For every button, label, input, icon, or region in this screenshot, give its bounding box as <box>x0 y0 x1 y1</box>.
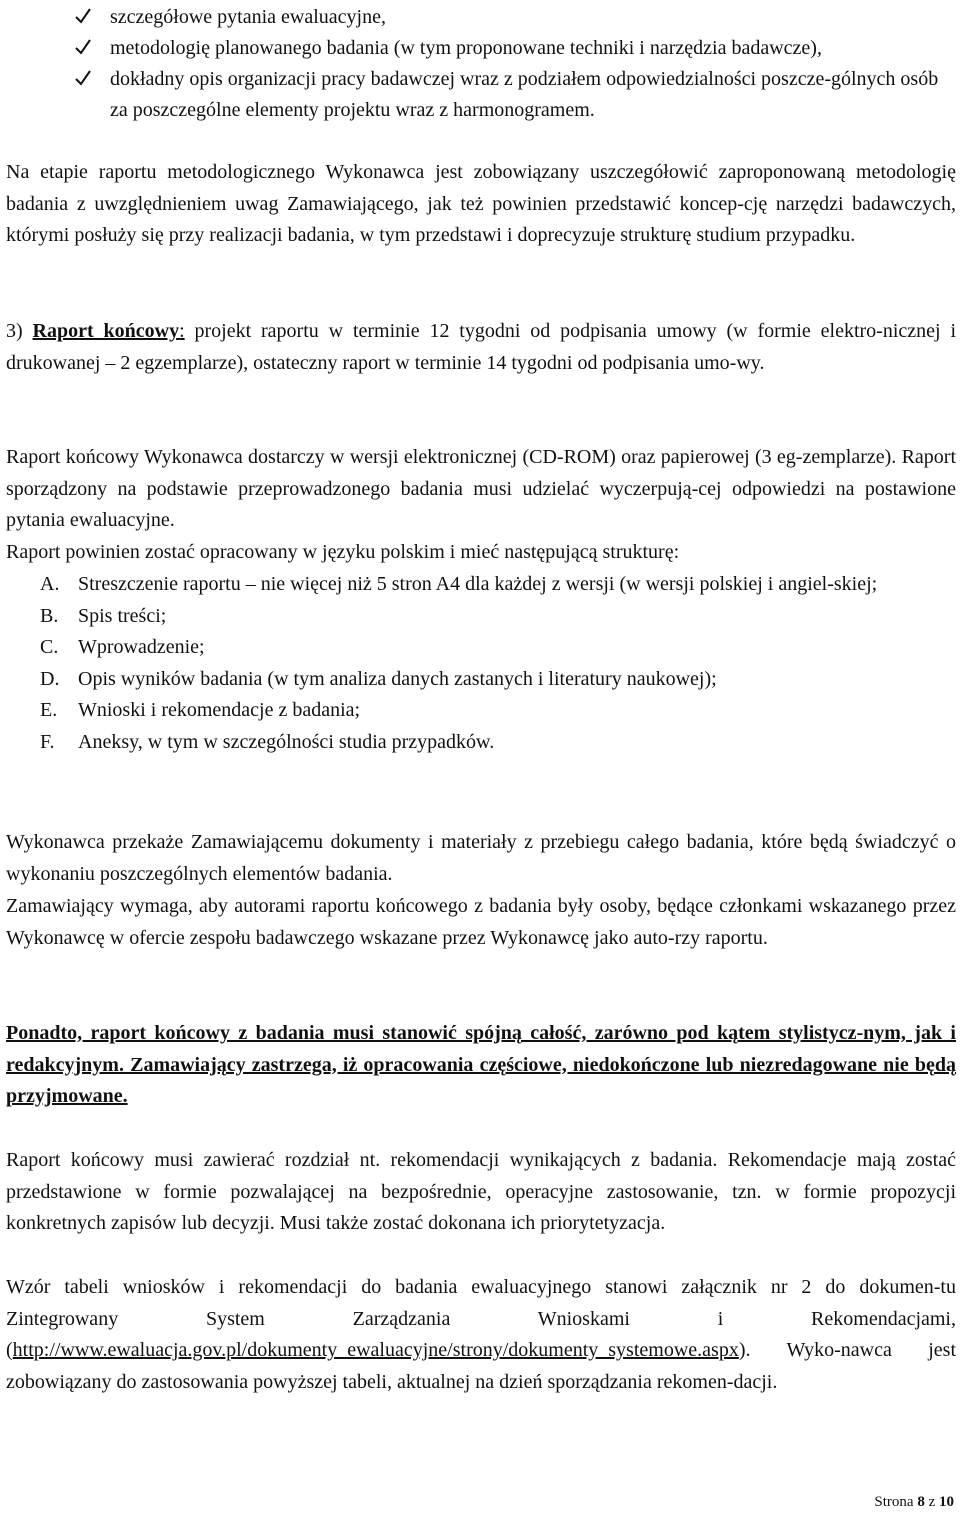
paragraph-documents-handover: Wykonawca przekaże Zamawiającemu dokumenty i materiały z przebiegu całego badania, które będą świadczyć o wykonaniu poszczególnych elementów badania. <box>6 831 956 885</box>
report-structure-list <box>40 569 954 758</box>
paragraph-report-authors: Zamawiający wymaga, aby autorami raportu końcowego z badania były osoby, będące członkami wskazanego przez Wykonawcę w ofercie zespołu badawczego wskazane przez Wykonawcę jako auto-rzy raportu. <box>6 895 956 949</box>
checklist-item-text: dokładny opis organizacji pracy badawczej wraz z podziałem odpowiedzialności poszcze-gólnych osób za poszczególne elementy projektu wraz z harmonogramem. <box>110 68 939 121</box>
list-item-text: Wnioski i rekomendacje z badania; <box>78 699 361 721</box>
checkmark-icon <box>74 7 92 25</box>
paragraph-methodology-report: Na etapie raportu metodologicznego Wykonawca jest zobowiązany uszczegółowić zaproponowaną metodologię badania z uwzględnieniem uwag Zamawiającego, jak też powinien przedstawić koncep-cję narzędzi badawczych, którymi posłuży się przy realizacji badania, w tym przedstawi i doprecyzuje strukturę studium przypadku. <box>6 161 956 246</box>
checklist-item <box>74 64 954 126</box>
paragraph-report-structure-intro: Raport powinien zostać opracowany w języku polskim i mieć następującą strukturę: <box>6 541 680 563</box>
checklist-item <box>74 33 954 64</box>
page-separator: z <box>928 1494 936 1510</box>
list-item <box>40 727 954 759</box>
list-letter: B. <box>40 604 59 627</box>
list-item <box>40 695 954 727</box>
total-pages: 10 <box>939 1494 954 1510</box>
ewaluacja-link[interactable]: http://www.ewaluacja.gov.pl/dokumenty_ewaluacyjne/strony/dokumenty_systemowe.aspx <box>12 1339 739 1361</box>
checklist-item <box>74 2 954 33</box>
paragraph-report-coherence: Ponadto, raport końcowy z badania musi stanowić spójną całość, zarówno pod kątem stylistycz-nym, jak i redakcyjnym. Zamawiający zastrzega, iż opracowania częściowe, niedokończone lub niezredagowane nie będą przyjmowane. <box>6 1022 956 1107</box>
checkmark-icon <box>74 69 92 87</box>
list-letter: D. <box>40 667 60 690</box>
list-item-text: Opis wyników badania (w tym analiza danych zastanych i literatury naukowej); <box>78 667 717 690</box>
list-item <box>40 664 954 696</box>
paragraph-final-report-delivery: Raport końcowy Wykonawca dostarczy w wersji elektronicznej (CD-ROM) oraz papierowej (3 eg-zemplarze). Raport sporządzony na podstawie przeprowadzonego badania musi udzielać wyczerpują-cej odpowiedzi na postawione pytania ewaluacyjne. <box>6 446 956 531</box>
paragraph-recommendations: Raport końcowy musi zawierać rozdział nt. rekomendacji wynikających z badania. Rekomendacje mają zostać przedstawione w formie pozwalającej na bezpośrednie, operacyjne zastosowanie, tzn. w formie propozycji konkretnych zapisów lub decyzji. Musi także zostać dokonana ich priorytetyzacja. <box>6 1149 956 1234</box>
list-letter: C. <box>40 636 59 658</box>
list-item-text: Wprowadzenie; <box>78 636 205 658</box>
list-item <box>40 632 954 664</box>
final-report-prefix: 3) <box>6 320 33 342</box>
final-report-colon: : <box>179 320 185 342</box>
page-number <box>874 1494 954 1511</box>
final-report-title: Raport końcowy <box>32 320 180 342</box>
template-text-after: ). Wyko-nawca jest zobowiązany do zastosowania powyższej tabeli, aktualnej na dzień sporządzania rekomen-dacji. <box>6 1339 956 1393</box>
current-page: 8 <box>917 1494 925 1510</box>
checkmark-icon <box>74 38 92 56</box>
template-text-before: Wzór tabeli wniosków i rekomendacji do badania ewaluacyjnego stanowi załącznik nr 2 do dokumen-tu Zintegrowany System Zarządzania Wnioskami i Rekomendacjami, ( <box>6 1276 956 1361</box>
list-item <box>40 601 954 633</box>
final-report-body: projekt raportu w terminie 12 tygodni od podpisania umowy (w formie elektro-nicznej i drukowanej – 2 egzemplarze), ostateczny raport w terminie 14 tygodni od podpisania umo-wy. <box>6 320 957 374</box>
list-item <box>40 569 954 601</box>
paragraph-recommendations-template <box>6 1272 956 1398</box>
checklist-item-text: metodologię planowanego badania (w tym proponowane techniki i narzędzia badawcze), <box>110 37 822 59</box>
list-item-text: Streszczenie raportu – nie więcej niż 5 stron A4 dla każdej z wersji (w wersji polskiej i angiel-skiej; <box>78 573 878 595</box>
list-letter: A. <box>40 573 60 595</box>
list-letter: E. <box>40 699 58 721</box>
checklist-item-text: szczegółowe pytania ewaluacyjne, <box>110 6 386 28</box>
list-item-text: Aneksy, w tym w szczególności studia przypadków. <box>78 730 495 753</box>
list-letter: F. <box>40 730 55 753</box>
paragraph-final-report-deadline <box>6 316 956 379</box>
requirements-checklist <box>74 2 954 126</box>
page-label: Strona <box>874 1494 914 1510</box>
list-item-text: Spis treści; <box>78 604 167 627</box>
